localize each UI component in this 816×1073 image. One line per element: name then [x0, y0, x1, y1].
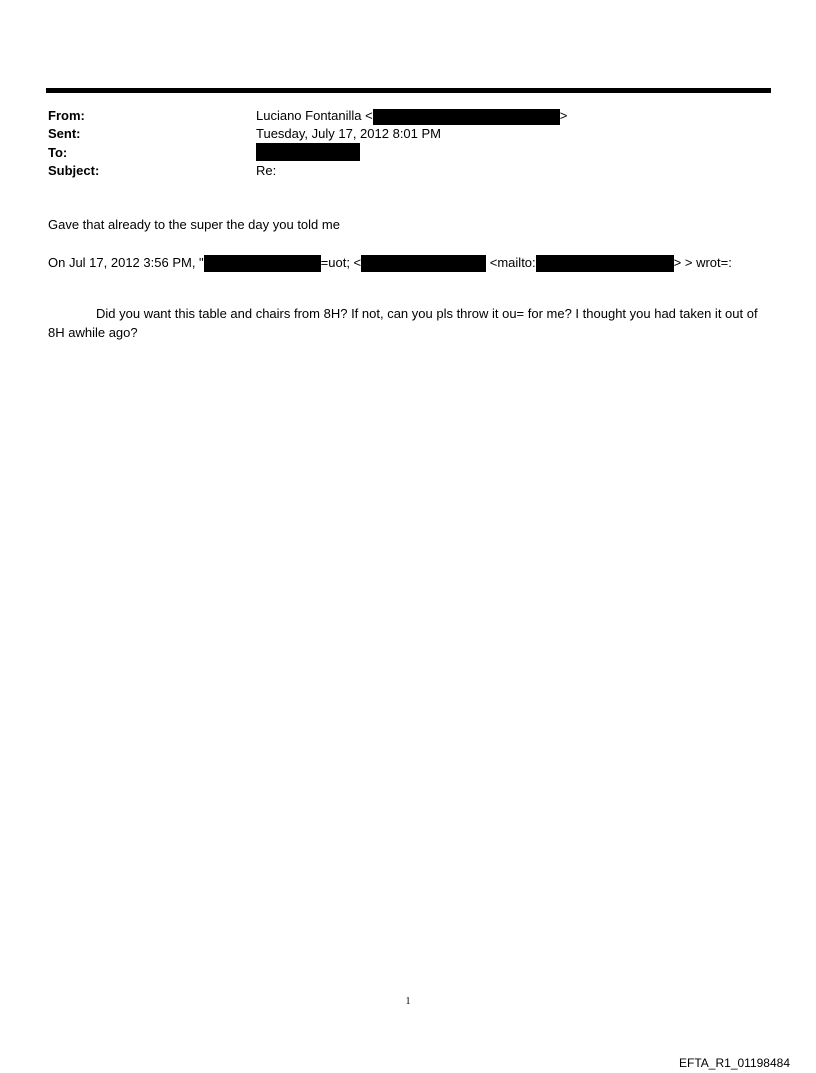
from-value [256, 108, 567, 125]
redaction-from-email [373, 109, 560, 125]
from-label: From: [48, 108, 85, 123]
quoted-message: Did you want this table and chairs from 8H? If not, can you pls throw it ou= for me? I thought you had taken it out of 8H awhile ago? [48, 306, 758, 340]
quote-intro-mid2: <mailto: [489, 255, 536, 270]
bates-number: EFTA_R1_01198484 [679, 1056, 790, 1070]
subject-label: Subject: [48, 163, 100, 178]
quote-intro-suffix: > > wrot=: [673, 255, 732, 270]
header-rule [46, 88, 771, 93]
page-number: 1 [405, 996, 411, 1007]
redaction-sender-email [361, 255, 486, 272]
redaction-mailto [536, 255, 674, 272]
quote-intro [48, 253, 732, 272]
sent-value: Tuesday, July 17, 2012 8:01 PM [256, 126, 441, 141]
quote-intro-mid1: =uot; < [320, 255, 362, 270]
subject-value: Re: [256, 163, 277, 178]
from-name: Luciano Fontanilla < [256, 108, 373, 123]
quote-intro-prefix: On Jul 17, 2012 3:56 PM, " [48, 255, 204, 270]
redaction-sender-name [204, 255, 321, 272]
to-label: To: [48, 145, 68, 160]
from-close: > [559, 108, 568, 123]
reply-text: Gave that already to the super the day you told me [48, 217, 340, 232]
redaction-to [256, 143, 360, 161]
sent-label: Sent: [48, 126, 81, 141]
